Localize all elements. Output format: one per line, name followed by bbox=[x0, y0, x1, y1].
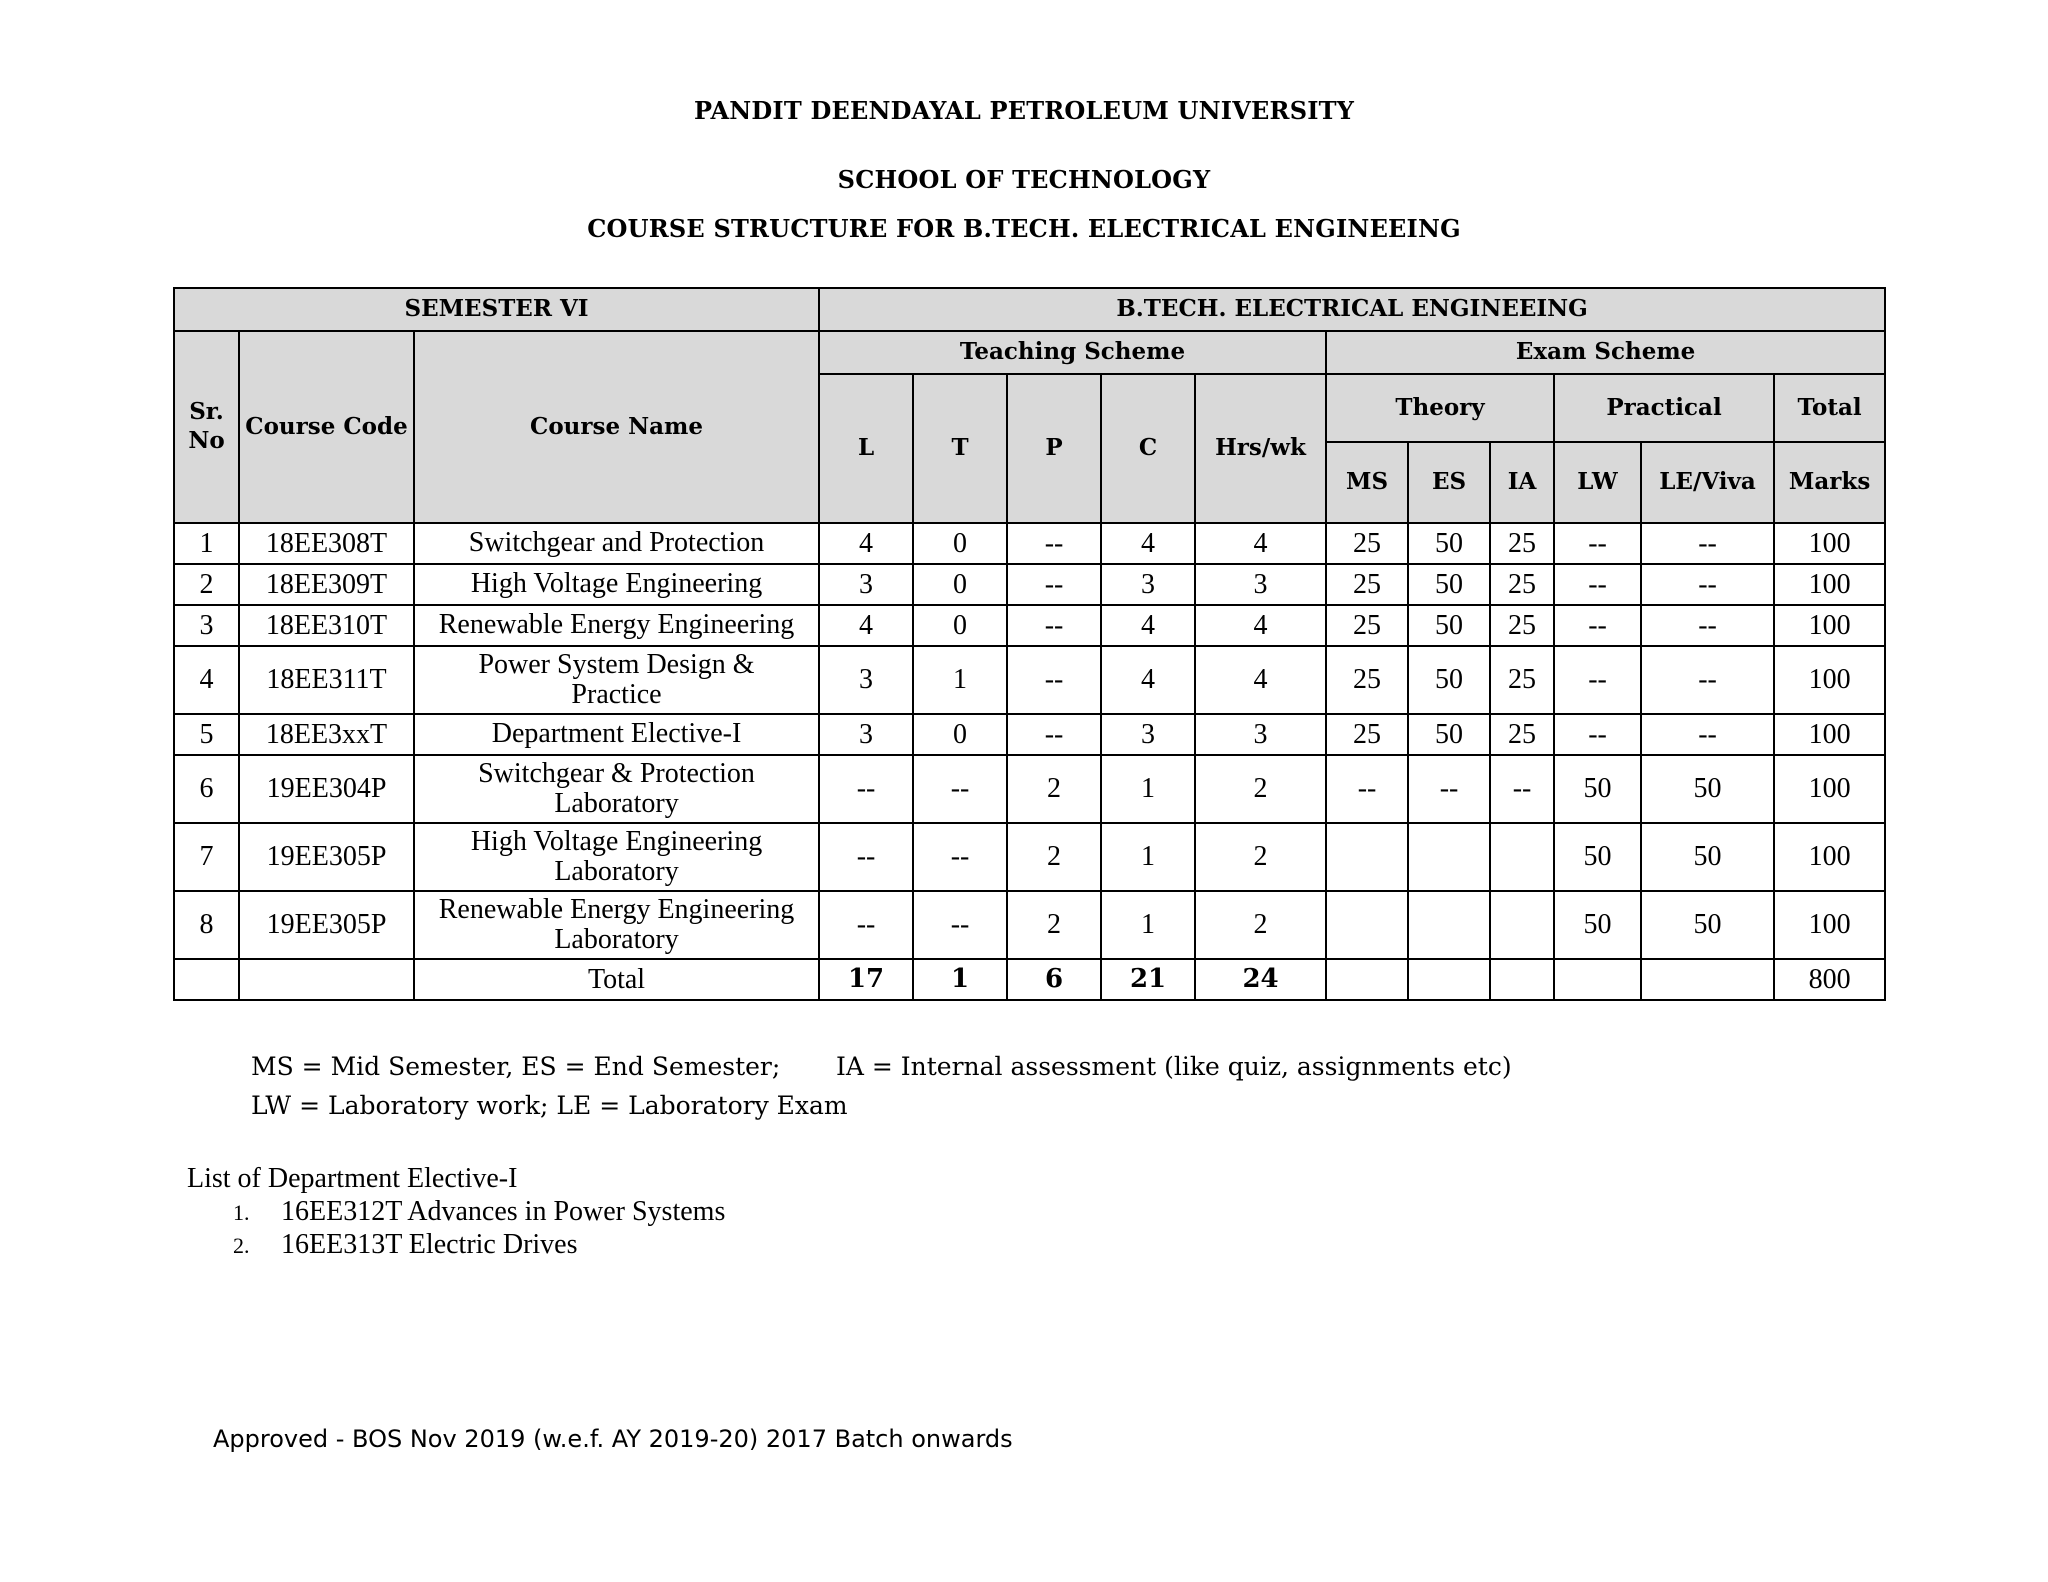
table-row bbox=[174, 564, 1885, 605]
table-row bbox=[174, 714, 1885, 755]
total-marks-cell: 100 bbox=[1774, 605, 1885, 646]
sr-no-cell: 1 bbox=[174, 523, 239, 564]
le-viva-cell: -- bbox=[1641, 605, 1774, 646]
lw-cell: -- bbox=[1554, 646, 1641, 714]
es-header: ES bbox=[1408, 442, 1490, 523]
hrs-cell: 4 bbox=[1195, 605, 1326, 646]
lecture-header: L bbox=[819, 374, 913, 523]
es-cell: 50 bbox=[1408, 523, 1490, 564]
ms-cell: 25 bbox=[1326, 523, 1408, 564]
list-text: 16EE312T Advances in Power Systems bbox=[281, 1196, 726, 1227]
lw-cell: -- bbox=[1554, 605, 1641, 646]
ia-cell: 25 bbox=[1490, 714, 1554, 755]
totals-label: Total bbox=[414, 959, 819, 1000]
l-cell: -- bbox=[819, 891, 913, 959]
course-name-cell: Department Elective-I bbox=[414, 714, 819, 755]
legend-ms-es: MS = Mid Semester, ES = End Semester; bbox=[251, 1052, 781, 1081]
theory-header: Theory bbox=[1326, 374, 1554, 442]
lw-cell: -- bbox=[1554, 523, 1641, 564]
hrs-cell: 4 bbox=[1195, 523, 1326, 564]
t-cell: 1 bbox=[913, 646, 1007, 714]
course-code-cell: 18EE311T bbox=[239, 646, 414, 714]
total-p-cell: 6 bbox=[1007, 959, 1101, 1000]
ia-cell: 25 bbox=[1490, 646, 1554, 714]
l-cell: 4 bbox=[819, 605, 913, 646]
practical-hours-header: P bbox=[1007, 374, 1101, 523]
ia-cell: 25 bbox=[1490, 523, 1554, 564]
hours-per-week-header: Hrs/wk bbox=[1195, 374, 1326, 523]
total-marks-cell: 100 bbox=[1774, 755, 1885, 823]
list-item bbox=[233, 1196, 725, 1228]
sr-no-cell: 7 bbox=[174, 823, 239, 891]
lw-cell: 50 bbox=[1554, 891, 1641, 959]
ms-cell bbox=[1326, 823, 1408, 891]
total-c-cell: 21 bbox=[1101, 959, 1195, 1000]
table-row bbox=[174, 605, 1885, 646]
empty-cell bbox=[1326, 959, 1408, 1000]
lw-cell: -- bbox=[1554, 564, 1641, 605]
legend-lw-le: LW = Laboratory work; LE = Laboratory Exam bbox=[251, 1091, 848, 1120]
l-cell: 3 bbox=[819, 564, 913, 605]
lw-header: LW bbox=[1554, 442, 1641, 523]
total-marks-sum-cell: 800 bbox=[1774, 959, 1885, 1000]
le-viva-cell: -- bbox=[1641, 523, 1774, 564]
p-cell: -- bbox=[1007, 714, 1101, 755]
course-code-cell: 18EE309T bbox=[239, 564, 414, 605]
c-cell: 3 bbox=[1101, 714, 1195, 755]
t-cell: -- bbox=[913, 891, 1007, 959]
practical-header: Practical bbox=[1554, 374, 1774, 442]
p-cell: 2 bbox=[1007, 823, 1101, 891]
table-row bbox=[174, 646, 1885, 714]
t-cell: 0 bbox=[913, 523, 1007, 564]
course-name-cell: Switchgear & Protection Laboratory bbox=[414, 755, 819, 823]
es-cell: 50 bbox=[1408, 714, 1490, 755]
le-viva-cell: 50 bbox=[1641, 891, 1774, 959]
total-l-cell: 17 bbox=[819, 959, 913, 1000]
l-cell: 4 bbox=[819, 523, 913, 564]
table-row bbox=[174, 523, 1885, 564]
ms-cell: 25 bbox=[1326, 605, 1408, 646]
lw-cell: 50 bbox=[1554, 823, 1641, 891]
hrs-cell: 2 bbox=[1195, 823, 1326, 891]
total-marks-cell: 100 bbox=[1774, 823, 1885, 891]
sr-no-cell: 8 bbox=[174, 891, 239, 959]
course-name-header: Course Name bbox=[414, 331, 819, 523]
ia-header: IA bbox=[1490, 442, 1554, 523]
hrs-cell: 2 bbox=[1195, 891, 1326, 959]
p-cell: 2 bbox=[1007, 891, 1101, 959]
lw-cell: 50 bbox=[1554, 755, 1641, 823]
course-code-cell: 18EE310T bbox=[239, 605, 414, 646]
l-cell: 3 bbox=[819, 646, 913, 714]
total-hrs-cell: 24 bbox=[1195, 959, 1326, 1000]
university-title: PANDIT DEENDAYAL PETROLEUM UNIVERSITY bbox=[693, 96, 1355, 125]
totals-row bbox=[174, 959, 1885, 1000]
ms-cell: 25 bbox=[1326, 714, 1408, 755]
le-viva-cell: 50 bbox=[1641, 755, 1774, 823]
empty-cell bbox=[239, 959, 414, 1000]
es-cell: -- bbox=[1408, 755, 1490, 823]
ms-cell bbox=[1326, 891, 1408, 959]
ia-cell: 25 bbox=[1490, 605, 1554, 646]
empty-cell bbox=[1408, 959, 1490, 1000]
es-cell: 50 bbox=[1408, 646, 1490, 714]
ms-cell: 25 bbox=[1326, 564, 1408, 605]
course-name-cell: High Voltage Engineering Laboratory bbox=[414, 823, 819, 891]
ms-cell: 25 bbox=[1326, 646, 1408, 714]
p-cell: 2 bbox=[1007, 755, 1101, 823]
total-marks-cell: 100 bbox=[1774, 714, 1885, 755]
p-cell: -- bbox=[1007, 605, 1101, 646]
c-cell: 4 bbox=[1101, 646, 1195, 714]
c-cell: 1 bbox=[1101, 755, 1195, 823]
le-viva-cell: -- bbox=[1641, 646, 1774, 714]
l-cell: 3 bbox=[819, 714, 913, 755]
l-cell: -- bbox=[819, 823, 913, 891]
c-cell: 4 bbox=[1101, 605, 1195, 646]
hrs-cell: 3 bbox=[1195, 564, 1326, 605]
lw-cell: -- bbox=[1554, 714, 1641, 755]
ia-cell bbox=[1490, 891, 1554, 959]
course-code-cell: 19EE304P bbox=[239, 755, 414, 823]
course-name-cell: Power System Design & Practice bbox=[414, 646, 819, 714]
sr-no-cell: 6 bbox=[174, 755, 239, 823]
list-text: 16EE313T Electric Drives bbox=[281, 1229, 578, 1260]
course-structure-table bbox=[173, 287, 1886, 1001]
total-marks-cell: 100 bbox=[1774, 891, 1885, 959]
t-cell: 0 bbox=[913, 714, 1007, 755]
exam-scheme-header: Exam Scheme bbox=[1326, 331, 1885, 374]
total-header: Total bbox=[1774, 374, 1885, 442]
t-cell: -- bbox=[913, 755, 1007, 823]
t-cell: 0 bbox=[913, 605, 1007, 646]
course-code-cell: 18EE308T bbox=[239, 523, 414, 564]
empty-cell bbox=[174, 959, 239, 1000]
course-name-cell: Renewable Energy Engineering bbox=[414, 605, 819, 646]
hrs-cell: 2 bbox=[1195, 755, 1326, 823]
c-cell: 1 bbox=[1101, 823, 1195, 891]
le-viva-cell: 50 bbox=[1641, 823, 1774, 891]
hrs-cell: 4 bbox=[1195, 646, 1326, 714]
sr-no-cell: 3 bbox=[174, 605, 239, 646]
t-cell: -- bbox=[913, 823, 1007, 891]
es-cell: 50 bbox=[1408, 605, 1490, 646]
teaching-scheme-header: Teaching Scheme bbox=[819, 331, 1326, 374]
legend-ia: IA = Internal assessment (like quiz, assignments etc) bbox=[836, 1052, 1512, 1081]
total-marks-cell: 100 bbox=[1774, 646, 1885, 714]
t-cell: 0 bbox=[913, 564, 1007, 605]
table-row bbox=[174, 755, 1885, 823]
approval-footer: Approved - BOS Nov 2019 (w.e.f. AY 2019-20) 2017 Batch onwards bbox=[213, 1425, 1013, 1453]
ia-cell: 25 bbox=[1490, 564, 1554, 605]
list-number: 1. bbox=[233, 1200, 250, 1225]
es-cell bbox=[1408, 891, 1490, 959]
ms-header: MS bbox=[1326, 442, 1408, 523]
p-cell: -- bbox=[1007, 564, 1101, 605]
es-cell bbox=[1408, 823, 1490, 891]
sr-no-cell: 4 bbox=[174, 646, 239, 714]
empty-cell bbox=[1641, 959, 1774, 1000]
program-header: B.TECH. ELECTRICAL ENGINEEING bbox=[819, 288, 1885, 331]
total-marks-cell: 100 bbox=[1774, 564, 1885, 605]
ms-cell: -- bbox=[1326, 755, 1408, 823]
sr-no-cell: 2 bbox=[174, 564, 239, 605]
course-code-header: Course Code bbox=[239, 331, 414, 523]
sr-no-cell: 5 bbox=[174, 714, 239, 755]
le-viva-cell: -- bbox=[1641, 564, 1774, 605]
course-code-cell: 18EE3xxT bbox=[239, 714, 414, 755]
total-t-cell: 1 bbox=[913, 959, 1007, 1000]
course-structure-title: COURSE STRUCTURE FOR B.TECH. ELECTRICAL ENGINEEING bbox=[587, 214, 1461, 243]
total-marks-cell: 100 bbox=[1774, 523, 1885, 564]
c-cell: 1 bbox=[1101, 891, 1195, 959]
ia-cell bbox=[1490, 823, 1554, 891]
es-cell: 50 bbox=[1408, 564, 1490, 605]
empty-cell bbox=[1554, 959, 1641, 1000]
c-cell: 3 bbox=[1101, 564, 1195, 605]
course-name-cell: Renewable Energy Engineering Laboratory bbox=[414, 891, 819, 959]
le-viva-cell: -- bbox=[1641, 714, 1774, 755]
course-code-cell: 19EE305P bbox=[239, 891, 414, 959]
credits-header: C bbox=[1101, 374, 1195, 523]
ia-cell: -- bbox=[1490, 755, 1554, 823]
list-number: 2. bbox=[233, 1233, 250, 1258]
marks-header: Marks bbox=[1774, 442, 1885, 523]
p-cell: -- bbox=[1007, 646, 1101, 714]
course-name-cell: Switchgear and Protection bbox=[414, 523, 819, 564]
sr-no-header: Sr. No bbox=[174, 331, 239, 523]
l-cell: -- bbox=[819, 755, 913, 823]
course-name-cell: High Voltage Engineering bbox=[414, 564, 819, 605]
c-cell: 4 bbox=[1101, 523, 1195, 564]
semester-header: SEMESTER VI bbox=[174, 288, 819, 331]
p-cell: -- bbox=[1007, 523, 1101, 564]
le-viva-header: LE/Viva bbox=[1641, 442, 1774, 523]
elective-list-title: List of Department Elective-I bbox=[187, 1163, 518, 1194]
course-code-cell: 19EE305P bbox=[239, 823, 414, 891]
list-item bbox=[233, 1229, 578, 1261]
school-title: SCHOOL OF TECHNOLOGY bbox=[837, 165, 1211, 194]
hrs-cell: 3 bbox=[1195, 714, 1326, 755]
tutorial-header: T bbox=[913, 374, 1007, 523]
table-row bbox=[174, 891, 1885, 959]
empty-cell bbox=[1490, 959, 1554, 1000]
table-row bbox=[174, 823, 1885, 891]
